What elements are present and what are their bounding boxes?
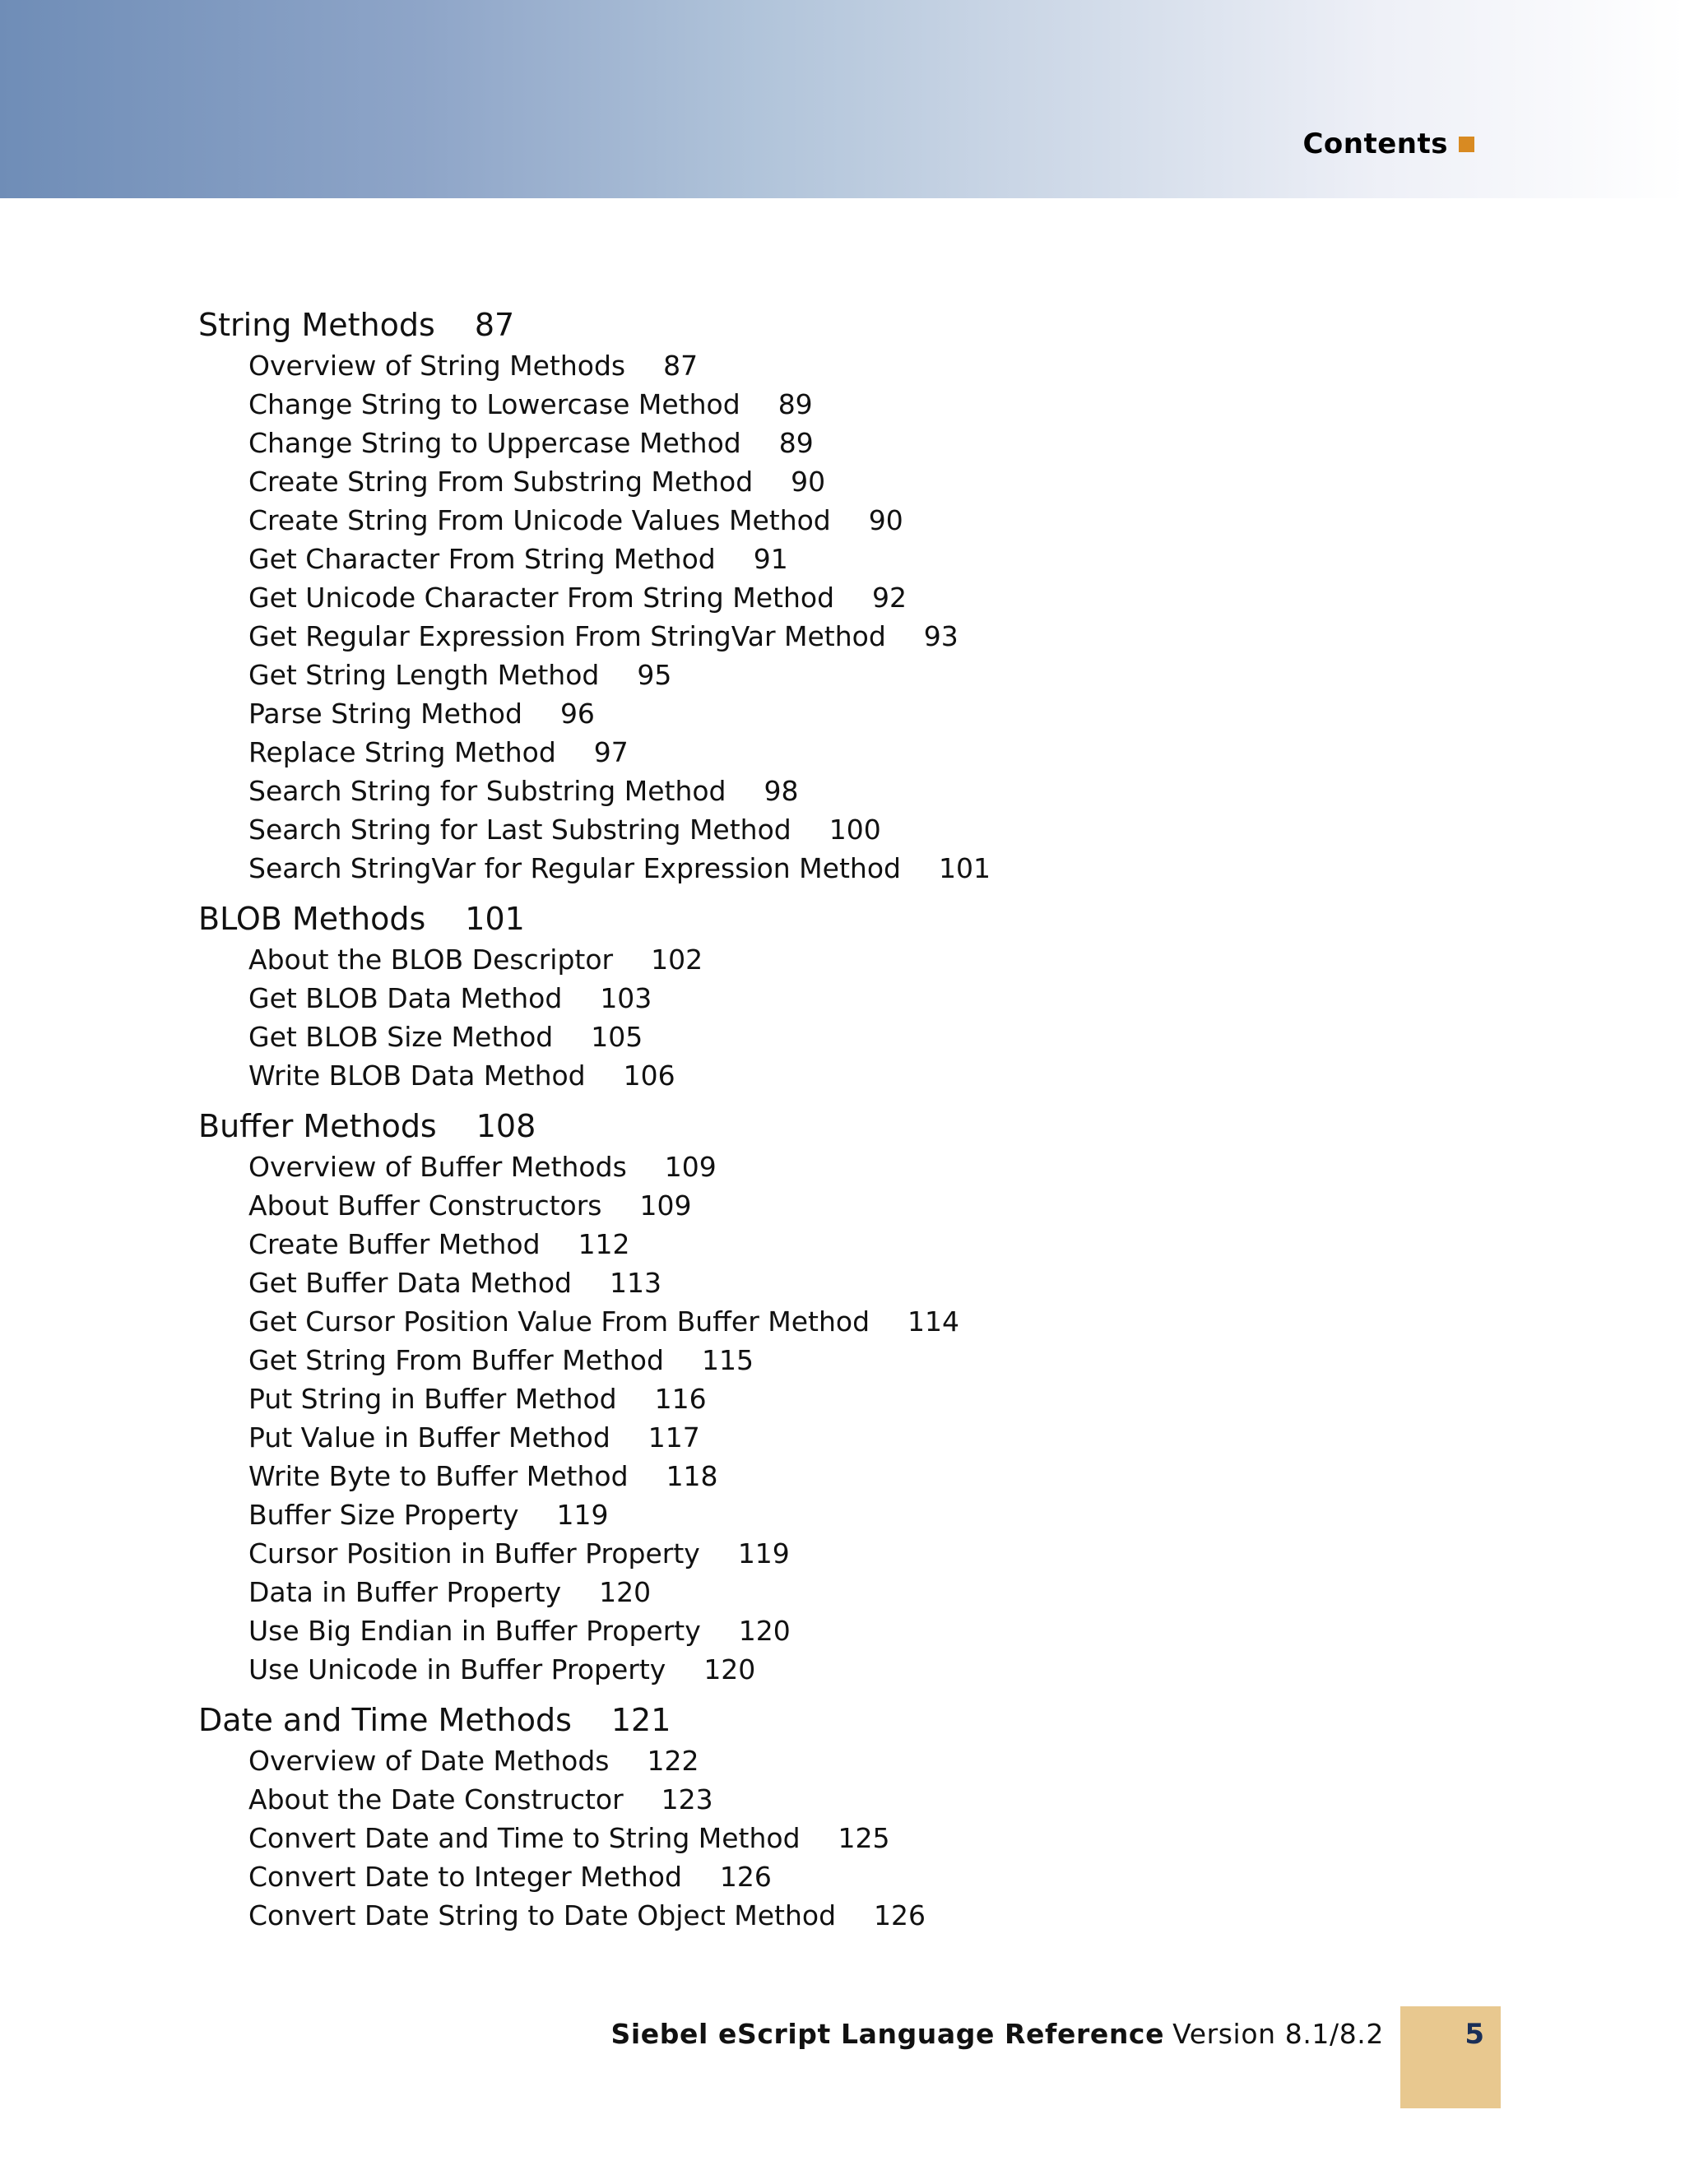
- toc-section-page: 87: [474, 307, 515, 343]
- toc-section-heading[interactable]: [198, 898, 1432, 940]
- toc-entry-title: Create String From Unicode Values Method: [248, 504, 831, 536]
- header-title: [1302, 128, 1474, 160]
- toc-entry-title: Use Unicode in Buffer Property: [248, 1653, 666, 1686]
- toc-entry-page: 112: [578, 1228, 630, 1260]
- header-band: [0, 0, 1685, 198]
- toc-entry-title: Parse String Method: [248, 698, 522, 730]
- toc-entry-title: Overview of Date Methods: [248, 1745, 610, 1777]
- toc-entry[interactable]: [198, 1780, 1432, 1819]
- footer-book-title: Siebel eScript Language Reference: [610, 2018, 1165, 2050]
- toc-entry-title: Change String to Lowercase Method: [248, 388, 740, 420]
- toc-entry-page: 89: [778, 388, 813, 420]
- toc-entry-title: Create Buffer Method: [248, 1228, 541, 1260]
- toc-entry[interactable]: [198, 979, 1432, 1018]
- toc-entry-page: 97: [593, 736, 629, 768]
- toc-entry-title: Overview of Buffer Methods: [248, 1151, 627, 1183]
- toc-entry-title: Get Character From String Method: [248, 543, 716, 575]
- toc-entry[interactable]: [198, 1018, 1432, 1056]
- toc-entry-page: 105: [591, 1021, 643, 1053]
- toc-entry-title: Convert Date String to Date Object Method: [248, 1899, 837, 1931]
- toc-entry[interactable]: [198, 1418, 1432, 1457]
- toc-entry[interactable]: [198, 1148, 1432, 1186]
- toc-section: [198, 1699, 1432, 1935]
- toc-section-heading[interactable]: [198, 304, 1432, 346]
- page-number-box: [1400, 2006, 1501, 2108]
- toc-entry[interactable]: [198, 1457, 1432, 1495]
- toc-entry[interactable]: [198, 501, 1432, 540]
- footer-text: [611, 2006, 1384, 2062]
- toc-section-title: String Methods: [198, 307, 435, 343]
- toc-entry-title: Get BLOB Size Method: [248, 1021, 554, 1053]
- toc-entry[interactable]: [198, 617, 1432, 656]
- toc-entry-title: Get String From Buffer Method: [248, 1344, 664, 1376]
- toc-entry[interactable]: [198, 424, 1432, 462]
- toc-entry-title: About Buffer Constructors: [248, 1189, 602, 1222]
- toc-section-title: Date and Time Methods: [198, 1702, 572, 1738]
- toc-entry[interactable]: [198, 1225, 1432, 1264]
- toc-entry-page: 118: [666, 1460, 718, 1492]
- toc-entry[interactable]: [198, 540, 1432, 578]
- toc-entry[interactable]: [198, 1650, 1432, 1689]
- toc-entry[interactable]: [198, 849, 1432, 888]
- toc-entry[interactable]: [198, 1534, 1432, 1573]
- header-title-text: Contents: [1302, 128, 1448, 160]
- footer-version: Version 8.1/8.2: [1172, 2018, 1384, 2050]
- page-number: 5: [1465, 2018, 1484, 2051]
- toc-section: [198, 1106, 1432, 1689]
- toc-entry-title: Buffer Size Property: [248, 1499, 519, 1531]
- toc-entry-page: 125: [838, 1822, 890, 1854]
- toc-section-page: 101: [465, 901, 525, 937]
- toc-entry-page: 106: [623, 1060, 675, 1092]
- toc-entry-title: Search String for Last Substring Method: [248, 814, 791, 846]
- toc-entry-title: Convert Date to Integer Method: [248, 1861, 682, 1893]
- toc-entry-page: 122: [647, 1745, 699, 1777]
- toc-entry-page: 103: [600, 982, 652, 1014]
- toc-entry-page: 98: [764, 775, 799, 807]
- toc-entry[interactable]: [198, 385, 1432, 424]
- toc-entry-page: 87: [663, 350, 699, 382]
- toc-entry[interactable]: [198, 462, 1432, 501]
- toc-entry-title: Write BLOB Data Method: [248, 1060, 586, 1092]
- toc-entry-page: 92: [872, 582, 907, 614]
- toc-entry-page: 91: [753, 543, 788, 575]
- toc-entry-title: Search String for Substring Method: [248, 775, 726, 807]
- toc-entry-title: Put Value in Buffer Method: [248, 1421, 610, 1454]
- toc-entry[interactable]: [198, 1341, 1432, 1379]
- toc-entry-page: 90: [791, 466, 826, 498]
- toc-section-heading[interactable]: [198, 1699, 1432, 1741]
- toc-entry[interactable]: [198, 1896, 1432, 1935]
- toc-entry-title: About the BLOB Descriptor: [248, 944, 614, 976]
- toc-entry-page: 114: [907, 1305, 960, 1338]
- toc-section-title: BLOB Methods: [198, 901, 426, 937]
- toc-entry-title: Get BLOB Data Method: [248, 982, 563, 1014]
- toc-entry-page: 109: [664, 1151, 717, 1183]
- toc-entry-title: Get Regular Expression From StringVar Method: [248, 620, 886, 652]
- toc-entry[interactable]: [198, 1302, 1432, 1341]
- toc-entry[interactable]: [198, 940, 1432, 979]
- toc-section-title: Buffer Methods: [198, 1108, 437, 1144]
- toc-entry[interactable]: [198, 1741, 1432, 1780]
- toc-entry-page: 115: [701, 1344, 754, 1376]
- toc-entry-title: Convert Date and Time to String Method: [248, 1822, 801, 1854]
- toc-entry-title: Search StringVar for Regular Expression Method: [248, 852, 901, 884]
- table-of-contents: [198, 304, 1432, 1935]
- toc-entry-page: 101: [938, 852, 991, 884]
- toc-entry-title: Overview of String Methods: [248, 350, 626, 382]
- toc-entry-page: 123: [661, 1783, 713, 1815]
- toc-entry-title: Data in Buffer Property: [248, 1576, 562, 1608]
- toc-entry[interactable]: [198, 772, 1432, 810]
- toc-entry-title: Put String in Buffer Method: [248, 1383, 617, 1415]
- toc-entry-title: Get Buffer Data Method: [248, 1267, 573, 1299]
- toc-entry-page: 89: [778, 427, 814, 459]
- toc-entry-title: Cursor Position in Buffer Property: [248, 1537, 700, 1570]
- toc-entry-page: 109: [639, 1189, 692, 1222]
- toc-entry-title: Replace String Method: [248, 736, 556, 768]
- toc-entry-title: About the Date Constructor: [248, 1783, 624, 1815]
- toc-entry-page: 126: [874, 1899, 926, 1931]
- toc-entry-page: 90: [868, 504, 903, 536]
- toc-entry-title: Use Big Endian in Buffer Property: [248, 1615, 701, 1647]
- toc-entry-title: Get Unicode Character From String Method: [248, 582, 835, 614]
- toc-section-heading[interactable]: [198, 1106, 1432, 1148]
- toc-entry[interactable]: [198, 1611, 1432, 1650]
- toc-entry[interactable]: [198, 578, 1432, 617]
- toc-entry-page: 113: [610, 1267, 662, 1299]
- toc-entry[interactable]: [198, 1379, 1432, 1418]
- toc-entry[interactable]: [198, 1186, 1432, 1225]
- toc-entry-page: 120: [703, 1653, 756, 1686]
- toc-entry-page: 102: [651, 944, 703, 976]
- toc-entry[interactable]: [198, 1857, 1432, 1896]
- toc-entry[interactable]: [198, 1573, 1432, 1611]
- toc-entry[interactable]: [198, 1264, 1432, 1302]
- toc-entry-title: Change String to Uppercase Method: [248, 427, 741, 459]
- toc-entry[interactable]: [198, 1056, 1432, 1095]
- toc-entry[interactable]: [198, 694, 1432, 733]
- toc-entry[interactable]: [198, 1495, 1432, 1534]
- toc-entry-title: Get String Length Method: [248, 659, 600, 691]
- toc-entry-page: 126: [719, 1861, 772, 1893]
- toc-entry[interactable]: [198, 346, 1432, 385]
- toc-entry-page: 96: [559, 698, 595, 730]
- toc-entry-title: Create String From Substring Method: [248, 466, 754, 498]
- toc-entry-page: 117: [648, 1421, 700, 1454]
- toc-section-page: 121: [610, 1702, 671, 1738]
- toc-entry-page: 93: [923, 620, 959, 652]
- toc-section: [198, 898, 1432, 1095]
- page-footer: [0, 2006, 1685, 2108]
- toc-entry-page: 119: [556, 1499, 609, 1531]
- toc-entry-page: 119: [737, 1537, 790, 1570]
- toc-entry-title: Write Byte to Buffer Method: [248, 1460, 629, 1492]
- toc-entry-page: 100: [829, 814, 881, 846]
- toc-entry-page: 95: [637, 659, 672, 691]
- toc-entry[interactable]: [198, 1819, 1432, 1857]
- header-square-icon: [1459, 137, 1474, 152]
- toc-entry-title: Get Cursor Position Value From Buffer Method: [248, 1305, 870, 1338]
- toc-entry[interactable]: [198, 733, 1432, 772]
- toc-entry-page: 116: [654, 1383, 707, 1415]
- toc-section: [198, 304, 1432, 888]
- toc-entry-page: 120: [599, 1576, 652, 1608]
- toc-section-page: 108: [476, 1108, 536, 1144]
- toc-entry[interactable]: [198, 656, 1432, 694]
- toc-entry[interactable]: [198, 810, 1432, 849]
- toc-entry-page: 120: [738, 1615, 791, 1647]
